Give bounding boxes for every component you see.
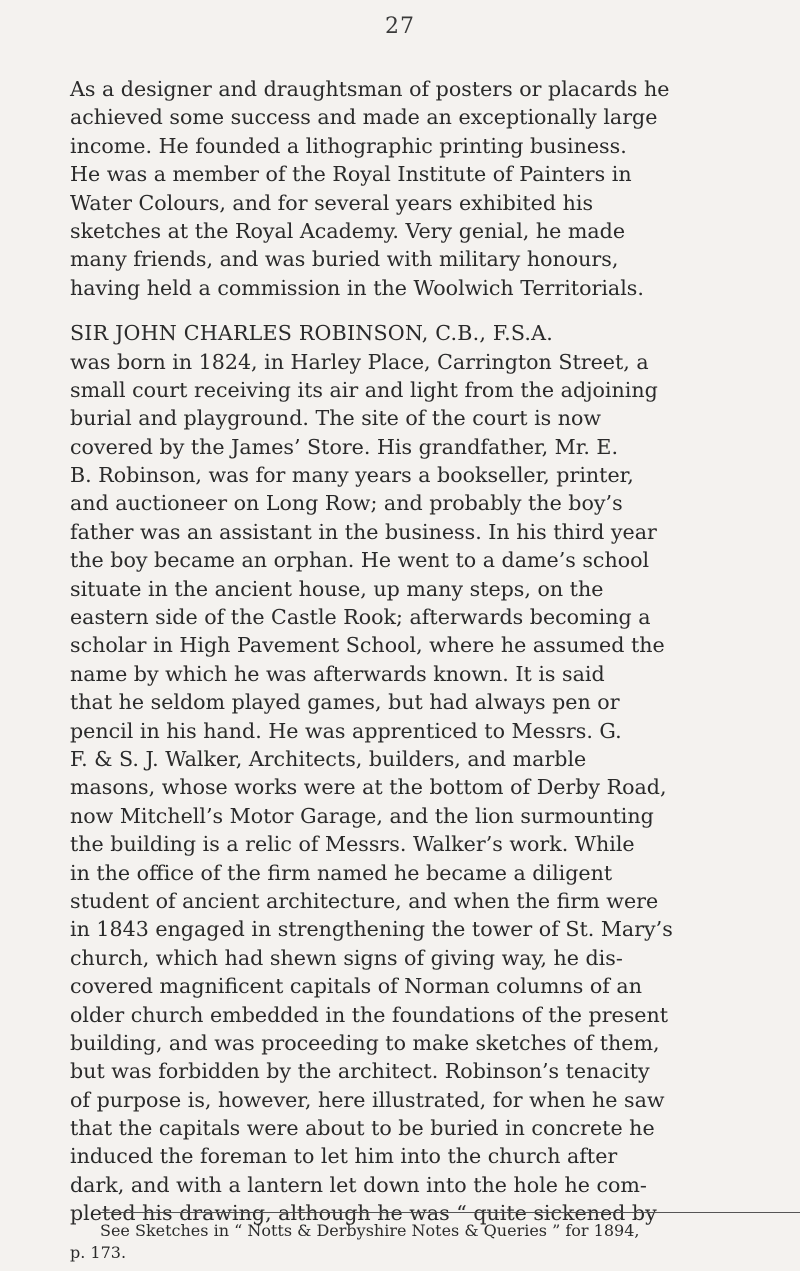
paragraph	[70, 319, 770, 1228]
paragraph	[70, 75, 770, 302]
text-line: income. He founded a lithographic printing business.	[70, 133, 627, 158]
text-line: Water Colours, and for several years exhibited his	[70, 190, 594, 215]
text-line: As a designer and draughtsman of posters or placards he	[70, 77, 670, 101]
text-line: now Mitchell’s Motor Garage, and the lion surmounting	[70, 803, 654, 828]
text-line: but was forbidden by the architect. Robinson’s tenacity	[70, 1059, 650, 1084]
text-line: B. Robinson, was for many years a bookseller, printer,	[70, 463, 634, 488]
footnote-line: See Sketches in “ Notts & Derbyshire Notes & Queries ” for 1894,	[100, 1221, 640, 1240]
text-line: name by which he was afterwards known. It is said	[70, 661, 605, 686]
text-line: small court receiving its air and light from the adjoining	[70, 377, 658, 402]
text-line: many friends, and was buried with military honours,	[70, 247, 619, 272]
body-text	[70, 75, 770, 1228]
text-line: that he seldom played games, but had always pen or	[70, 690, 620, 715]
text-line: building, and was proceeding to make sketches of them,	[70, 1030, 660, 1055]
text-line: in 1843 engaged in strengthening the tower of St. Mary’s	[70, 917, 673, 942]
text-line: the boy became an orphan. He went to a dame’s school	[70, 548, 650, 573]
text-line: achieved some success and made an exceptionally large	[70, 105, 658, 130]
text-line: sketches at the Royal Academy. Very genial, he made	[70, 218, 626, 243]
text-line: covered by the James’ Store. His grandfather, Mr. E.	[70, 434, 619, 459]
text-line: student of ancient architecture, and when the firm were	[70, 888, 659, 913]
text-line: masons, whose works were at the bottom of Derby Road,	[70, 775, 667, 800]
text-line: eastern side of the Castle Rook; afterwards becoming a	[70, 605, 651, 630]
text-line: burial and playground. The site of the court is now	[70, 406, 602, 431]
biography-heading-line: SIR JOHN CHARLES ROBINSON, C.B., F.S.A.	[70, 321, 553, 346]
text-line: dark, and with a lantern let down into the hole he com-	[70, 1172, 647, 1197]
text-line: was born in 1824, in Harley Place, Carrington Street, a	[70, 349, 649, 374]
paragraph-gap	[70, 302, 770, 319]
text-line: induced the foreman to let him into the church after	[70, 1144, 618, 1169]
text-line: in the office of the firm named he became a diligent	[70, 860, 613, 885]
text-line: covered magnificent capitals of Norman columns of an	[70, 974, 642, 999]
footnote-line: p. 173.	[70, 1243, 127, 1262]
text-line: the building is a relic of Messrs. Walker’s work. While	[70, 832, 635, 857]
text-line: pleted his drawing, although he was “ quite sickened by	[70, 1201, 657, 1226]
page-number: 27	[385, 14, 415, 39]
text-line: father was an assistant in the business. In his third year	[70, 519, 657, 544]
footnote-divider	[100, 1212, 800, 1213]
text-line: F. & S. J. Walker, Architects, builders, and marble	[70, 746, 587, 771]
text-line: church, which had shewn signs of giving way, he dis-	[70, 945, 623, 970]
text-line: He was a member of the Royal Institute of Painters in	[70, 162, 632, 187]
text-line: that the capitals were about to be buried in concrete he	[70, 1116, 655, 1141]
text-line: and auctioneer on Long Row; and probably the boy’s	[70, 491, 623, 516]
footnote	[70, 1220, 790, 1264]
text-line: scholar in High Pavement School, where he assumed the	[70, 633, 665, 658]
text-line: of purpose is, however, here illustrated, for when he saw	[70, 1087, 665, 1112]
text-line: having held a commission in the Woolwich Territorials.	[70, 275, 644, 300]
text-line: situate in the ancient house, up many steps, on the	[70, 576, 604, 601]
text-line: older church embedded in the foundations of the present	[70, 1002, 669, 1027]
text-line: pencil in his hand. He was apprenticed to Messrs. G.	[70, 718, 622, 743]
